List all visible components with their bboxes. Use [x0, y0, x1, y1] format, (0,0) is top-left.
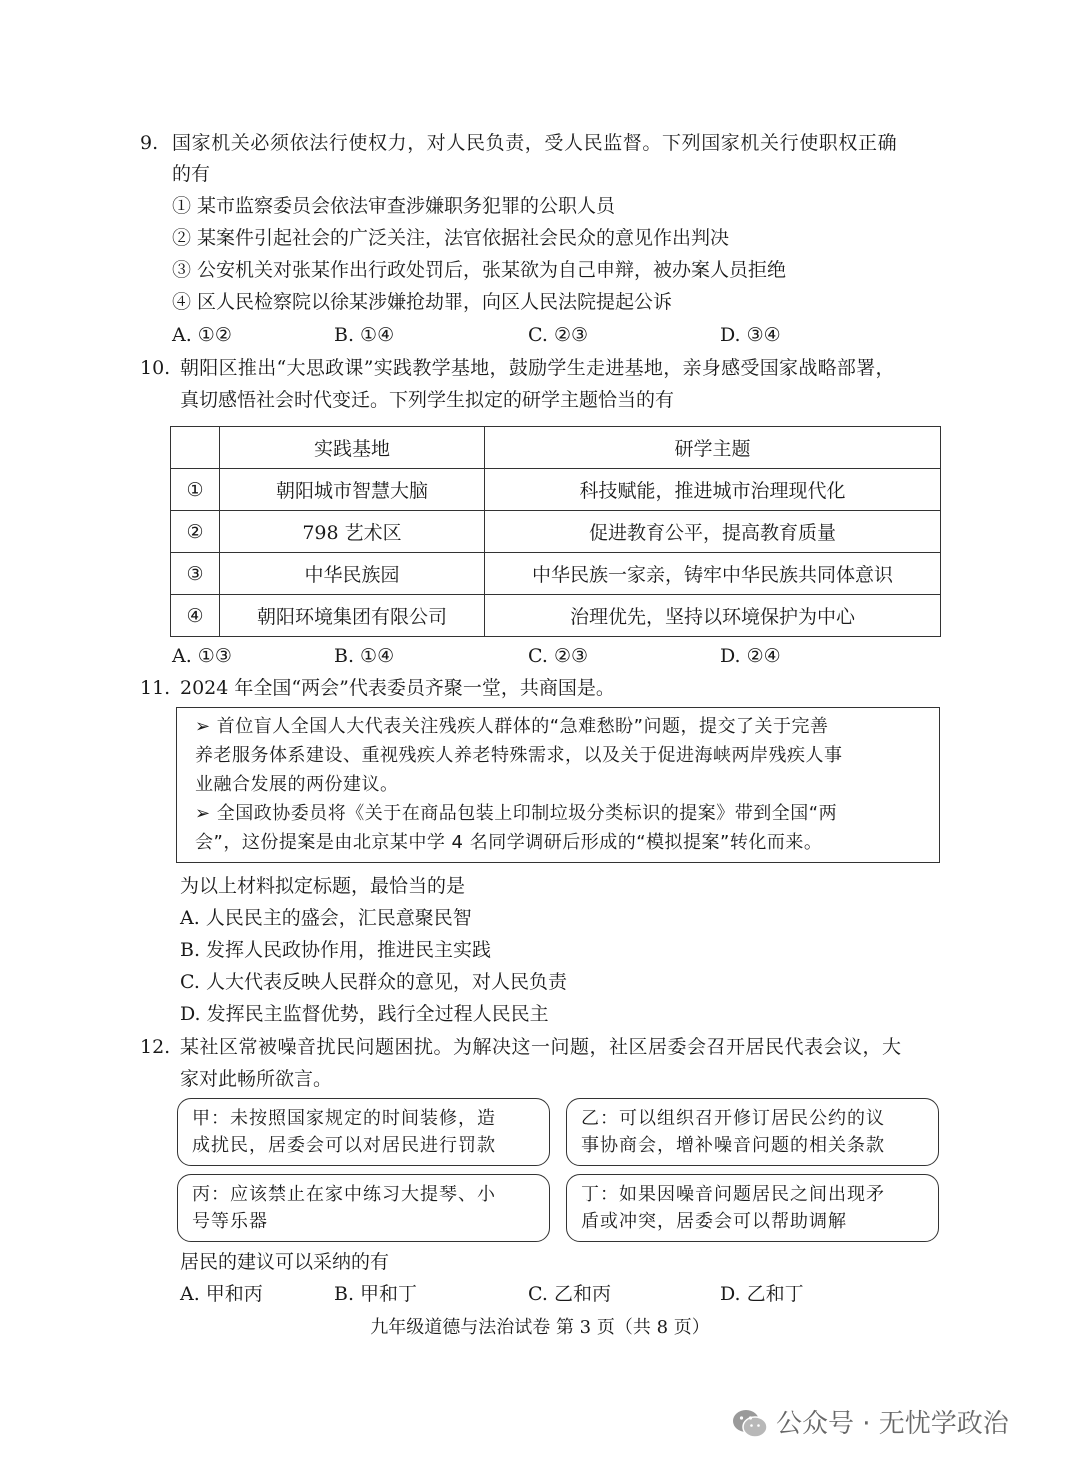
- table-row: [171, 553, 941, 595]
- table-header: [171, 427, 220, 469]
- opinion-bubble-ding: [566, 1174, 939, 1242]
- table-cell: 朝阳城市智慧大脑: [220, 469, 485, 511]
- question-stem: 国家机关必须依法行使权力，对人民负责，受人民监督。下列国家机关行使职权正确: [172, 132, 898, 154]
- option-b: B. 发挥人民政协作用，推进民主实践: [180, 939, 492, 961]
- table-row: [171, 469, 941, 511]
- question-stem: 的有: [172, 163, 211, 185]
- answer-options: [172, 320, 932, 350]
- table-row: [171, 511, 941, 553]
- option-c: C. 人大代表反映人民群众的意见，对人民负责: [180, 971, 567, 993]
- opinion-bubble-bing: [177, 1174, 550, 1242]
- option-d: D. 乙和丁: [720, 1283, 804, 1305]
- table-header-row: [171, 427, 941, 469]
- material-box: [176, 707, 940, 863]
- table-cell: 朝阳环境集团有限公司: [220, 595, 485, 637]
- question-number: 10.: [140, 357, 171, 379]
- table-header: 研学主题: [485, 427, 941, 469]
- table-cell: 中华民族一家亲，铸牢中华民族共同体意识: [485, 553, 941, 595]
- table-cell: ①: [171, 469, 220, 511]
- watermark-text: 公众号 · 无忧学政治: [776, 1409, 1009, 1439]
- wechat-icon: [732, 1408, 768, 1440]
- question-number: 11.: [140, 677, 171, 699]
- table-header: 实践基地: [220, 427, 485, 469]
- table-cell: ④: [171, 595, 220, 637]
- option-d: D. ②④: [720, 645, 781, 667]
- table-cell: ②: [171, 511, 220, 553]
- bubble-line: 丁：如果因噪音问题居民之间出现矛: [581, 1184, 885, 1205]
- bubble-line: 乙：可以组织召开修订居民公约的议: [581, 1108, 885, 1129]
- table-cell: 科技赋能，推进城市治理现代化: [485, 469, 941, 511]
- question-stem: 家对此畅所欲言。: [180, 1068, 333, 1090]
- table-cell: 促进教育公平，提高教育质量: [485, 511, 941, 553]
- option-b: B. 甲和丁: [334, 1283, 418, 1305]
- table-cell: 中华民族园: [220, 553, 485, 595]
- opinion-bubble-jia: [177, 1098, 550, 1166]
- question-stem: 真切感悟社会时代变迁。下列学生拟定的研学主题恰当的有: [180, 389, 675, 411]
- statement-item: ④ 区人民检察院以徐某涉嫌抢劫罪，向区人民法院提起公诉: [172, 291, 673, 313]
- option-d: D. 发挥民主监督优势，践行全过程人民民主: [180, 1003, 549, 1025]
- question-number: 9.: [140, 132, 159, 154]
- material-line: 会”，这份提案是由北京某中学 4 名同学调研后形成的“模拟提案”转化而来。: [195, 832, 823, 853]
- option-a: A. 人民民主的盛会，汇民意聚民智: [180, 907, 472, 929]
- question-stem: 某社区常被噪音扰民问题困扰。为解决这一问题，社区居委会召开居民代表会议，大: [180, 1036, 902, 1058]
- question-number: 12.: [140, 1036, 171, 1058]
- table-cell: 治理优先，坚持以环境保护为中心: [485, 595, 941, 637]
- opinion-bubble-yi: [566, 1098, 939, 1166]
- page-footer: 九年级道德与法治试卷 第 3 页（共 8 页）: [370, 1317, 710, 1338]
- table-row: [171, 595, 941, 637]
- bubble-line: 事协商会，增补噪音问题的相关条款: [581, 1135, 885, 1156]
- option-a: A. ①③: [172, 645, 232, 667]
- bubble-line: 甲：未按照国家规定的时间装修，造: [192, 1108, 496, 1129]
- option-b: B. ①④: [334, 324, 395, 346]
- question-prompt: 为以上材料拟定标题，最恰当的是: [180, 875, 466, 897]
- table-cell: 798 艺术区: [220, 511, 485, 553]
- bubble-line: 成扰民，居委会可以对居民进行罚款: [192, 1135, 496, 1156]
- question-stem: 2024 年全国“两会”代表委员齐聚一堂，共商国是。: [180, 677, 615, 699]
- material-line: 业融合发展的两份建议。: [195, 774, 399, 795]
- material-line: ➢ 全国政协委员将《关于在商品包装上印制垃圾分类标识的提案》带到全国“两: [195, 803, 838, 824]
- material-line: 养老服务体系建设、重视残疾人养老特殊需求，以及关于促进海峡两岸残疾人事: [195, 745, 843, 766]
- question-prompt: 居民的建议可以采纳的有: [180, 1251, 390, 1273]
- bubble-line: 号等乐器: [192, 1211, 268, 1232]
- option-a: A. ①②: [172, 324, 232, 346]
- statement-item: ② 某案件引起社会的广泛关注，法官依据社会民众的意见作出判决: [172, 227, 730, 249]
- table-cell: ③: [171, 553, 220, 595]
- option-d: D. ③④: [720, 324, 781, 346]
- statement-item: ③ 公安机关对张某作出行政处罚后，张某欲为自己申辩，被办案人员拒绝: [172, 259, 787, 281]
- bubble-line: 丙：应该禁止在家中练习大提琴、小: [192, 1184, 496, 1205]
- option-c: C. ②③: [528, 645, 589, 667]
- material-line: ➢ 首位盲人全国人大代表关注残疾人群体的“急难愁盼”问题，提交了关于完善: [195, 716, 829, 737]
- practice-base-table: [170, 426, 941, 637]
- option-b: B. ①④: [334, 645, 395, 667]
- bubble-line: 盾或冲突，居委会可以帮助调解: [581, 1211, 847, 1232]
- answer-options: [180, 1279, 940, 1309]
- option-c: C. 乙和丙: [528, 1283, 611, 1305]
- option-c: C. ②③: [528, 324, 589, 346]
- question-stem: 朝阳区推出“大思政课”实践教学基地，鼓励学生走进基地，亲身感受国家战略部署，: [180, 357, 895, 379]
- option-a: A. 甲和丙: [180, 1283, 263, 1305]
- statement-item: ① 某市监察委员会依法审查涉嫌职务犯罪的公职人员: [172, 195, 616, 217]
- answer-options: [172, 641, 932, 671]
